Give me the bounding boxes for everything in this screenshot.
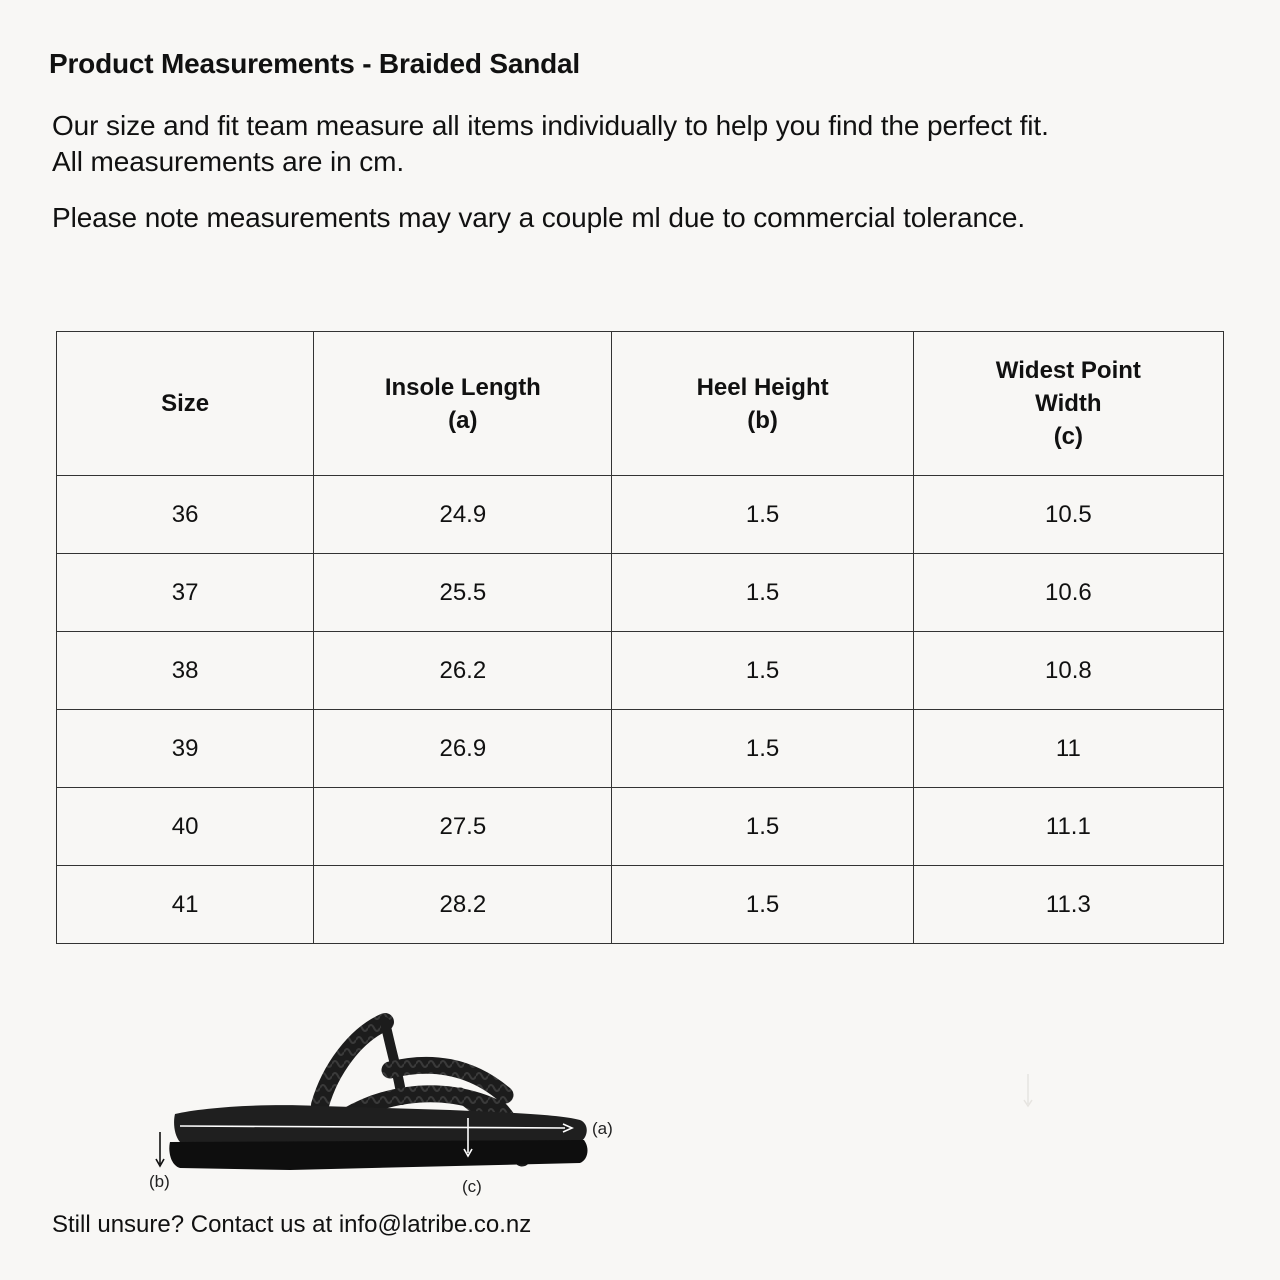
cell-heel-height: 1.5 (612, 476, 913, 554)
label-a: (a) (592, 1119, 613, 1138)
sandal-footbed (174, 1105, 587, 1142)
cell-widest-width: 11 (913, 710, 1223, 788)
faint-arrow-icon (1018, 1072, 1038, 1112)
table-row (57, 554, 1224, 632)
cell-widest-width: 11.3 (913, 866, 1223, 944)
cell-insole-length: 24.9 (314, 476, 612, 554)
header-insole-length: Insole Length (a) (314, 332, 612, 476)
page-title: Product Measurements - Braided Sandal (49, 48, 580, 79)
intro-line-2: All measurements are in cm. (52, 146, 405, 177)
table-row (57, 866, 1224, 944)
cell-heel-height: 1.5 (612, 632, 913, 710)
cell-size: 37 (57, 554, 314, 632)
cell-heel-height: 1.5 (612, 554, 913, 632)
cell-widest-width: 10.6 (913, 554, 1223, 632)
header-widest-point-width: Widest Point Width (c) (913, 332, 1223, 476)
header-heel-height: Heel Height (b) (612, 332, 913, 476)
cell-widest-width: 11.1 (913, 788, 1223, 866)
header-size: Size (57, 332, 314, 476)
table-row (57, 710, 1224, 788)
cell-heel-height: 1.5 (612, 788, 913, 866)
cell-widest-width: 10.8 (913, 632, 1223, 710)
cell-size: 39 (57, 710, 314, 788)
cell-heel-height: 1.5 (612, 866, 913, 944)
size-table (56, 331, 1224, 944)
intro-line-1: Our size and fit team measure all items individually to help you find the perfect fit. (52, 110, 1049, 141)
cell-insole-length: 25.5 (314, 554, 612, 632)
label-b: (b) (149, 1172, 170, 1191)
contact-text: Still unsure? Contact us at info@latribe.co.nz (52, 1211, 532, 1238)
intro-text (52, 108, 1049, 180)
table-row (57, 632, 1224, 710)
cell-size: 38 (57, 632, 314, 710)
tolerance-note: Please note measurements may vary a couple ml due to commercial tolerance. (52, 202, 1026, 233)
cell-insole-length: 26.2 (314, 632, 612, 710)
cell-heel-height: 1.5 (612, 710, 913, 788)
table-header-row (57, 332, 1224, 476)
table-row (57, 476, 1224, 554)
cell-size: 41 (57, 866, 314, 944)
label-c: (c) (462, 1177, 482, 1196)
cell-insole-length: 26.9 (314, 710, 612, 788)
cell-insole-length: 27.5 (314, 788, 612, 866)
cell-widest-width: 10.5 (913, 476, 1223, 554)
cell-size: 36 (57, 476, 314, 554)
sandal-measurement-diagram (140, 1010, 640, 1200)
table-row (57, 788, 1224, 866)
cell-insole-length: 28.2 (314, 866, 612, 944)
cell-size: 40 (57, 788, 314, 866)
